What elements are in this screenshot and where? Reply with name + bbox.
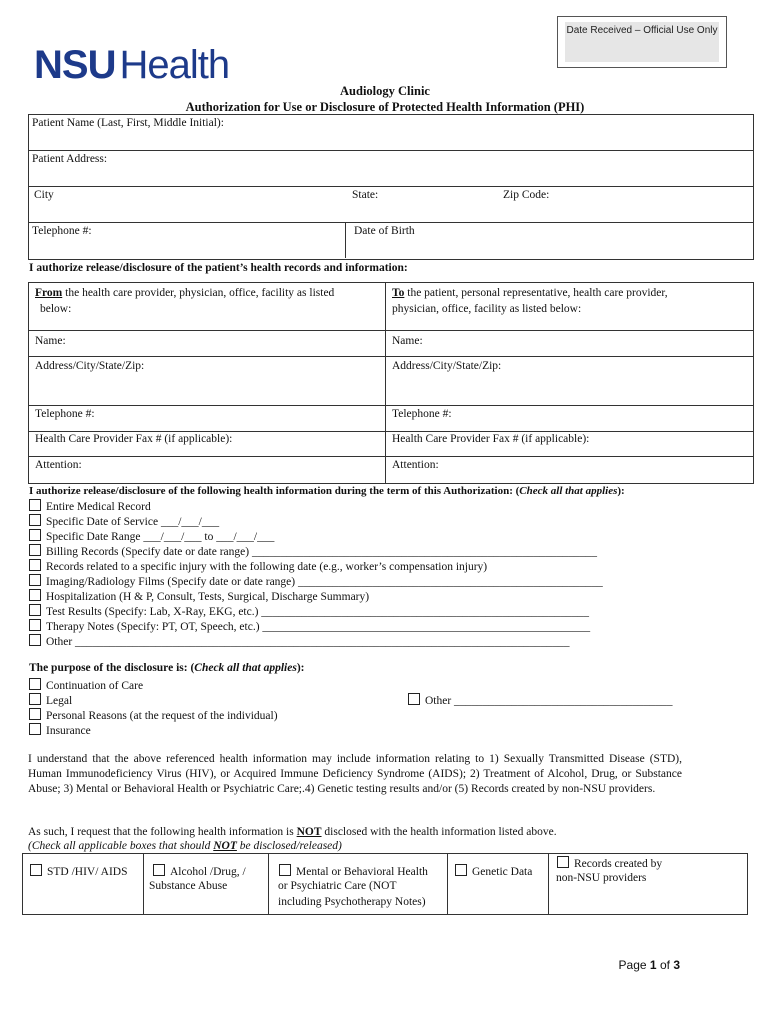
checkbox[interactable]: [29, 574, 41, 586]
to-address-field[interactable]: Address/City/State/Zip:: [392, 360, 502, 372]
info-item[interactable]: Therapy Notes (Specify: PT, OT, Speech, etc.) _________________________________________________________: [29, 619, 590, 634]
logo-health: Health: [119, 43, 230, 87]
nondisclose-mental[interactable]: Mental or Behavioral Health: [279, 864, 428, 878]
info-item[interactable]: Entire Medical Record: [29, 499, 151, 514]
info-item[interactable]: Other ______________________________________________________________________________________: [29, 634, 570, 649]
from-header: From the health care provider, physician, office, facility as listed: [35, 287, 335, 299]
nondisclose-mental-line3: including Psychotherapy Notes): [278, 896, 426, 908]
purpose-item[interactable]: Continuation of Care: [29, 678, 143, 693]
checkbox[interactable]: [29, 678, 41, 690]
checkbox[interactable]: [29, 514, 41, 526]
official-use-label: Date Received – Official Use Only: [565, 22, 719, 62]
purpose-item[interactable]: Legal: [29, 693, 72, 708]
from-address-field[interactable]: Address/City/State/Zip:: [35, 360, 145, 372]
checkbox[interactable]: [29, 499, 41, 511]
patient-address-field[interactable]: Patient Address:: [32, 153, 108, 165]
checkbox[interactable]: [29, 529, 41, 541]
info-item[interactable]: Billing Records (Specify date or date range) ____________________________________________________________: [29, 544, 597, 559]
checkbox[interactable]: [557, 856, 569, 868]
to-header-line2: physician, office, facility as listed below:: [392, 303, 582, 315]
purpose-item[interactable]: Insurance: [29, 723, 91, 738]
nondisclose-alcohol[interactable]: Alcohol /Drug, /: [153, 864, 246, 878]
page-number: Page 1 of 3: [618, 958, 680, 972]
purpose-heading: The purpose of the disclosure is: (Check all that applies):: [29, 662, 305, 674]
purpose-other[interactable]: Other ______________________________________: [408, 693, 673, 708]
nondisclose-alcohol-line2: Substance Abuse: [149, 880, 228, 892]
to-telephone-field[interactable]: Telephone #:: [392, 408, 452, 420]
from-to-table: [28, 282, 754, 484]
to-name-field[interactable]: Name:: [392, 335, 423, 347]
checkbox[interactable]: [29, 604, 41, 616]
checkbox[interactable]: [153, 864, 165, 876]
from-attention-field[interactable]: Attention:: [35, 459, 82, 471]
checkbox[interactable]: [29, 619, 41, 631]
checkbox[interactable]: [408, 693, 420, 705]
logo-nsu: NSU: [34, 43, 116, 87]
checkbox[interactable]: [29, 559, 41, 571]
telephone-field[interactable]: Telephone #:: [32, 225, 92, 237]
checkbox[interactable]: [455, 864, 467, 876]
to-attention-field[interactable]: Attention:: [392, 459, 439, 471]
form-title: Authorization for Use or Disclosure of Protected Health Information (PHI): [185, 100, 585, 114]
zip-field[interactable]: Zip Code:: [503, 189, 550, 201]
patient-name-field[interactable]: Patient Name (Last, First, Middle Initial):: [32, 117, 224, 129]
nondisclose-genetic[interactable]: Genetic Data: [455, 864, 532, 878]
checkbox[interactable]: [279, 864, 291, 876]
request-statement: As such, I request that the following health information is NOT disclosed with the health information listed above.: [28, 826, 557, 838]
to-header: To the patient, personal representative, health care provider,: [392, 287, 668, 299]
request-instruction: (Check all applicable boxes that should NOT be disclosed/released): [28, 840, 342, 852]
info-item[interactable]: Test Results (Specify: Lab, X-Ray, EKG, etc.) _________________________________________________________: [29, 604, 589, 619]
checkbox[interactable]: [29, 544, 41, 556]
official-use-box: [557, 16, 727, 68]
to-fax-field[interactable]: Health Care Provider Fax # (if applicable):: [392, 433, 590, 445]
info-item[interactable]: Specific Date of Service ___/___/___: [29, 514, 219, 529]
nondisclose-records-line2: non-NSU providers: [556, 872, 647, 884]
info-item[interactable]: Records related to a specific injury with the following date (e.g., worker’s compensation injury): [29, 559, 487, 574]
from-name-field[interactable]: Name:: [35, 335, 66, 347]
checkbox[interactable]: [29, 634, 41, 646]
nsu-health-logo: [34, 45, 229, 85]
release-heading: I authorize release/disclosure of the patient’s health records and information:: [29, 262, 408, 274]
checkbox[interactable]: [29, 708, 41, 720]
from-telephone-field[interactable]: Telephone #:: [35, 408, 95, 420]
nondisclose-mental-line2: or Psychiatric Care (NOT: [278, 880, 397, 892]
purpose-item[interactable]: Personal Reasons (at the request of the individual): [29, 708, 278, 723]
from-header-line2: below:: [40, 303, 72, 315]
from-fax-field[interactable]: Health Care Provider Fax # (if applicable):: [35, 433, 233, 445]
checkbox[interactable]: [29, 589, 41, 601]
info-item[interactable]: Imaging/Radiology Films (Specify date or date range) _____________________________________________________: [29, 574, 603, 589]
checkbox[interactable]: [29, 723, 41, 735]
state-field[interactable]: State:: [352, 189, 379, 201]
nondisclose-records[interactable]: Records created by: [557, 856, 662, 870]
dob-field[interactable]: Date of Birth: [354, 225, 415, 237]
nondisclose-std[interactable]: STD /HIV/ AIDS: [30, 864, 128, 878]
checkbox[interactable]: [30, 864, 42, 876]
info-item[interactable]: Specific Date Range ___/___/___ to ___/___/___: [29, 529, 274, 544]
understanding-paragraph: I understand that the above referenced health information may include information relating to 1) Sexually Transmitted Disease (STD), Human Immunodeficiency Virus (HIV), or Acquired Immune Deficiency Syndrome (AIDS); 2) Treatment of Alcohol, Drug, or Substance Abuse; 3) Mental or Behavioral Health or Psychiatric Care;.4) Genetic testing results and/or (5) Records created by non-NSU providers.: [28, 753, 682, 795]
info-heading: I authorize release/disclosure of the following health information during the term of this Authorization: (Check all that applies):: [29, 485, 625, 497]
clinic-title: Audiology Clinic: [340, 84, 430, 98]
city-field[interactable]: City: [34, 189, 54, 201]
patient-info-grid: [28, 114, 754, 260]
checkbox[interactable]: [29, 693, 41, 705]
info-item[interactable]: Hospitalization (H & P, Consult, Tests, Surgical, Discharge Summary): [29, 589, 369, 604]
